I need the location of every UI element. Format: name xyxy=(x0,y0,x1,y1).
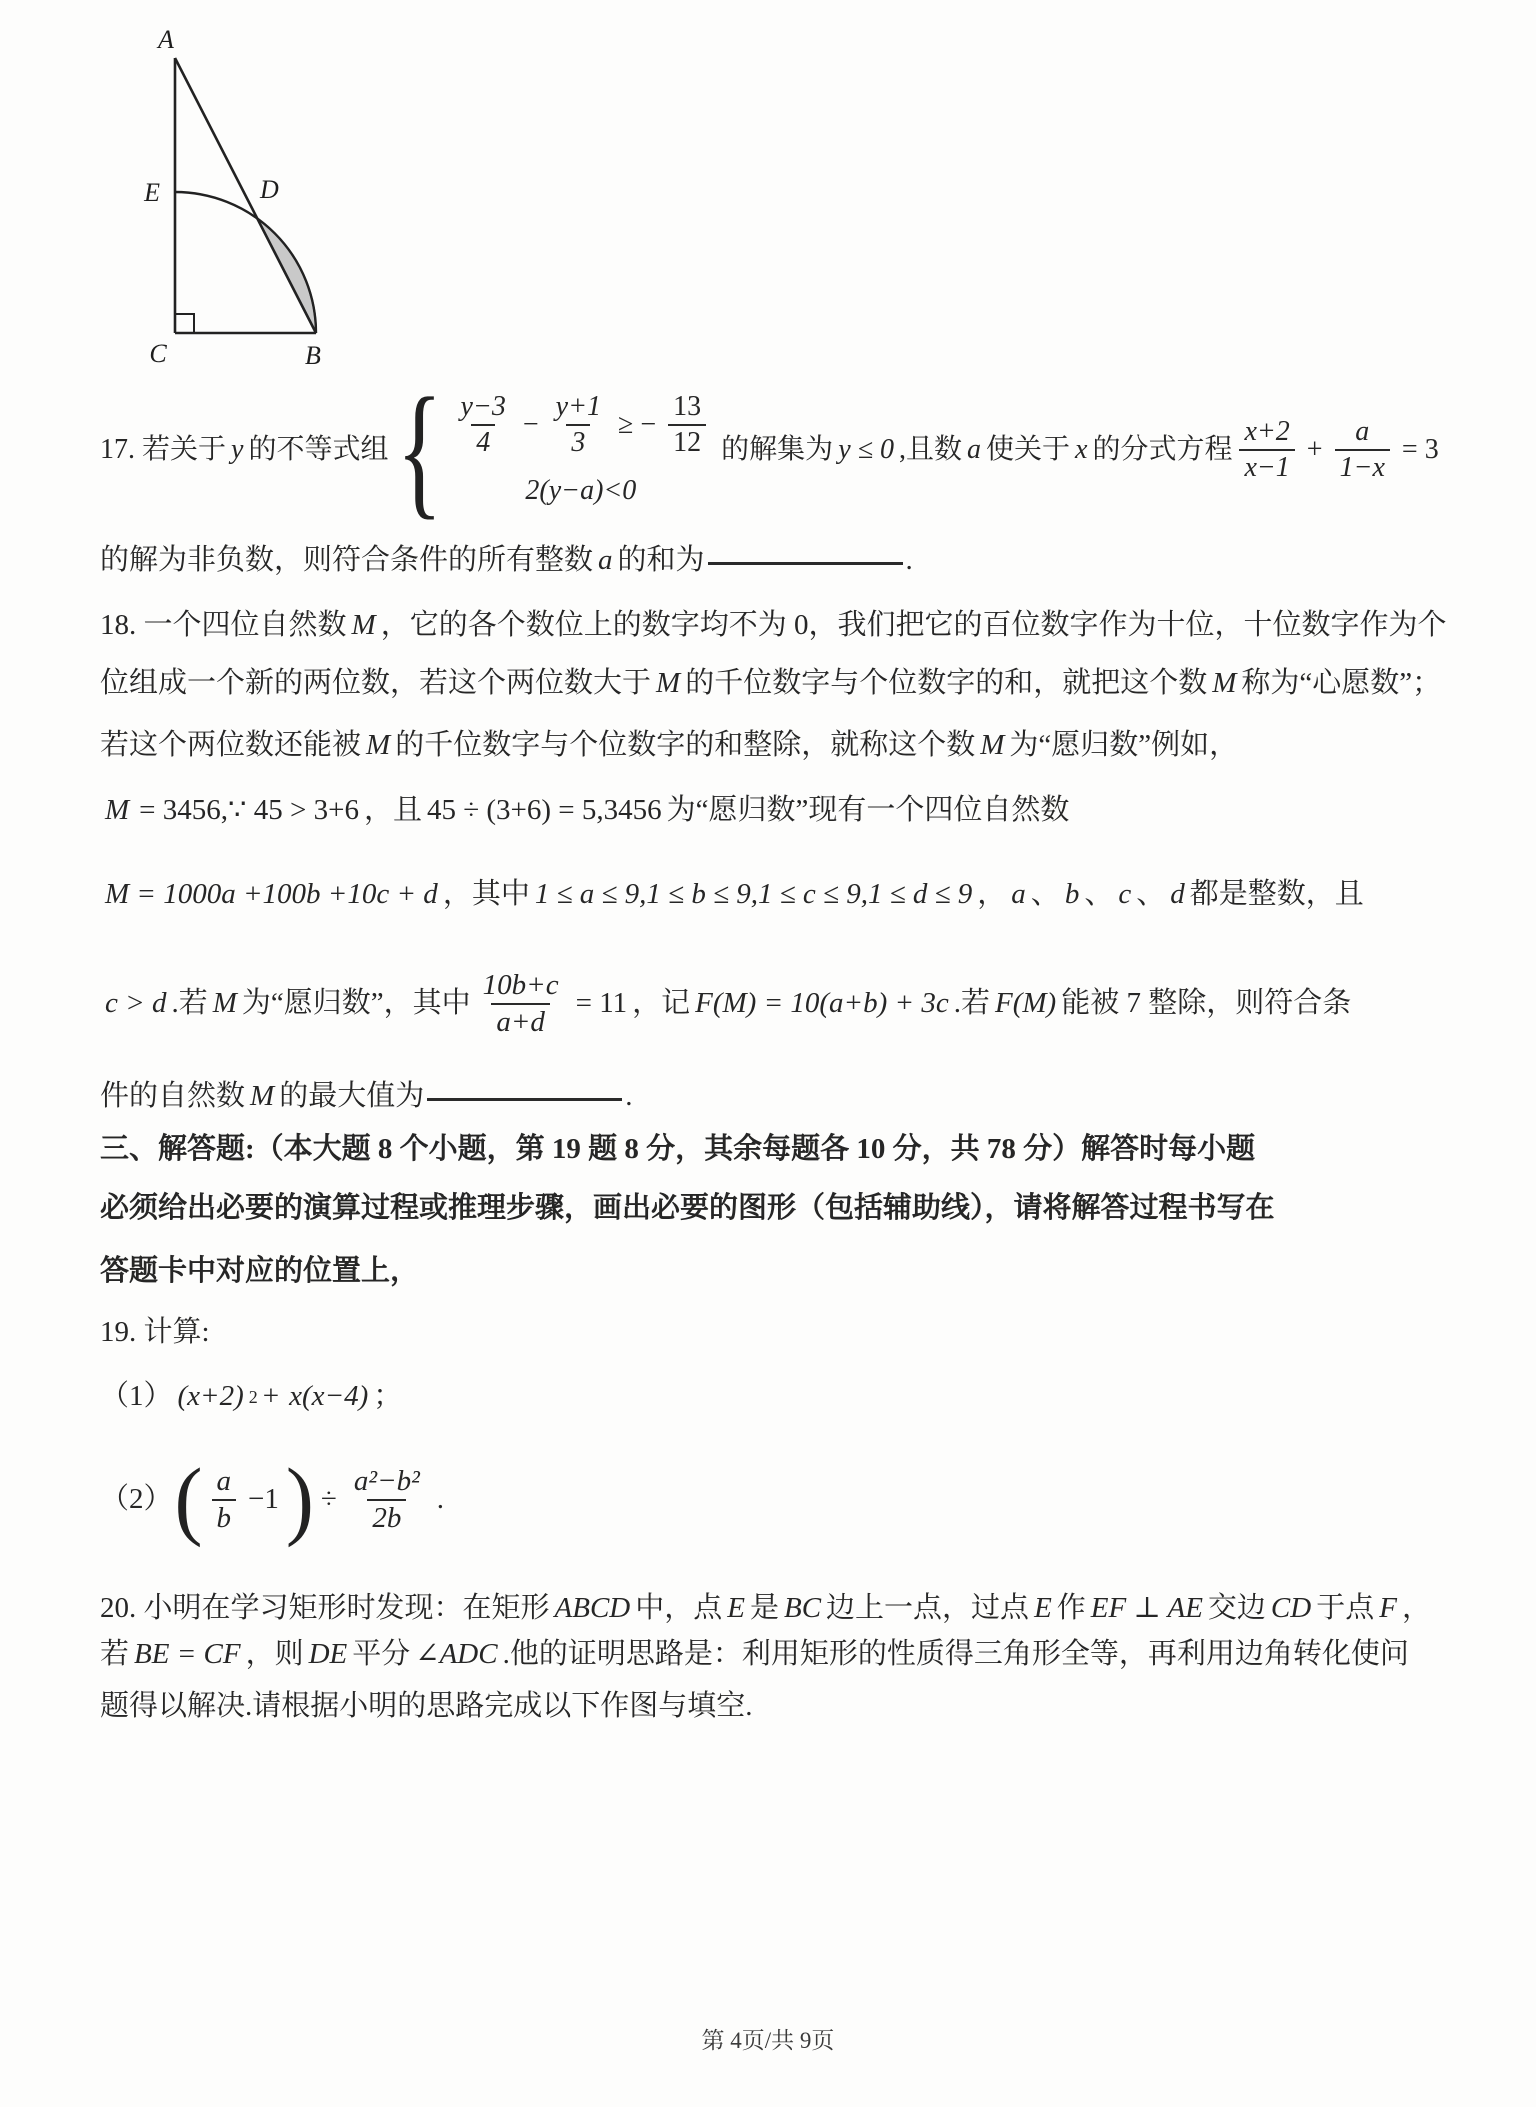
math-run: ≥ − xyxy=(618,409,657,441)
text-run: 的千位数字与个位数字的和，就把这个数 xyxy=(685,667,1208,700)
math-run: 1 ≤ a ≤ 9,1 ≤ b ≤ 9,1 ≤ c ≤ 9,1 ≤ d ≤ 9 xyxy=(534,878,973,911)
fraction-numerator: x+2 xyxy=(1244,415,1290,447)
math-run: M xyxy=(366,729,391,762)
q19-part-2: （2） ( $\frac{a}{b}$ −1 ) ÷ $\frac{\text{a²−b²}}{2b}$ . xyxy=(100,1450,445,1549)
math-run: c > d xyxy=(105,987,167,1020)
math-run: a xyxy=(1011,878,1026,911)
text-run: 是 xyxy=(749,1592,779,1625)
math-run: c xyxy=(1118,878,1132,911)
fraction-numerator: a xyxy=(216,1464,232,1497)
fraction-denominator: 12 xyxy=(668,424,706,460)
math-run: ABCD xyxy=(554,1592,631,1625)
math-run: a xyxy=(598,544,613,577)
math-run: = 3 xyxy=(1401,434,1439,466)
math-run: (x+2) xyxy=(177,1380,244,1413)
text-run: ， xyxy=(977,878,1007,911)
text-run: 为“愿归数”，其中 xyxy=(241,987,471,1020)
math-run: x(x−4) xyxy=(289,1380,369,1413)
system-rows xyxy=(449,390,714,510)
text-run: 中，点 xyxy=(635,1592,723,1625)
q18-line-7 xyxy=(100,1076,1448,1118)
q17-line-2 xyxy=(100,540,1448,582)
math-run: BE = CF xyxy=(134,1638,241,1671)
math-run: F(M) = 10(a+b) + 3c xyxy=(695,987,949,1020)
text-run: .他的证明思路是：利用矩形的性质得三角形全等，再利用边角转化使问 xyxy=(502,1638,1409,1671)
text-run: 必须给出必要的演算过程或推理步骤，画出必要的图形（包括辅助线），请将解答过程书写在 xyxy=(100,1192,1275,1225)
fraction xyxy=(478,968,564,1041)
text-run: 18. 一个四位自然数 xyxy=(100,609,347,642)
text-run: 答题卡中对应的位置上， xyxy=(100,1255,420,1288)
text-run: 题得以解决.请根据小明的思路完成以下作图与填空. xyxy=(100,1690,753,1723)
math-run: EF ⊥ AE xyxy=(1090,1592,1203,1625)
text-run: . xyxy=(905,544,913,577)
math-run: − xyxy=(522,409,539,441)
math-run: M xyxy=(105,794,130,827)
math-run: −1 xyxy=(248,1483,279,1516)
math-run: E xyxy=(727,1592,745,1625)
math-run: x xyxy=(1075,434,1088,466)
math-run: M xyxy=(656,667,681,700)
blank-underline xyxy=(427,1094,622,1101)
text-run: 的解为非负数，则符合条件的所有整数 xyxy=(100,544,594,577)
math-run: DE xyxy=(308,1638,348,1671)
q18-line-2 xyxy=(100,663,1448,705)
fraction-numerator: y+1 xyxy=(555,390,601,422)
text-run: 19. 计算: xyxy=(100,1316,210,1349)
triangle-figure-svg xyxy=(88,28,348,373)
fraction-denominator: x−1 xyxy=(1239,449,1294,485)
fraction xyxy=(668,390,706,460)
fraction xyxy=(1239,415,1294,485)
page-number: 第 4页/共 9页 xyxy=(701,2028,835,2053)
q18-line-1 xyxy=(100,605,1448,647)
math-run: b xyxy=(1064,878,1080,911)
math-run: F xyxy=(1379,1592,1397,1625)
text-run: 于点 xyxy=(1316,1592,1375,1625)
text-run: 三、解答题:（本大题 8 个小题，第 19 题 8 分，其余每题各 10 分，共 78 分）解答时每小题 xyxy=(100,1133,1256,1166)
fraction-numerator: a²−b² xyxy=(353,1464,420,1497)
fraction xyxy=(456,390,511,460)
fraction-denominator: b xyxy=(212,1499,237,1536)
text-run: （1） xyxy=(100,1380,173,1413)
text-run: 位组成一个新的两位数，若这个两位数大于 xyxy=(100,667,652,700)
q20-line-3 xyxy=(100,1686,1448,1728)
math-run: M xyxy=(1212,667,1237,700)
label-C: C xyxy=(149,339,167,368)
q18-line-5 xyxy=(100,872,1448,918)
section3-header-line-1 xyxy=(100,1128,1448,1172)
text-run: ,且数 xyxy=(898,434,962,466)
q17-line-1 xyxy=(100,358,1448,542)
fraction-numerator: 13 xyxy=(673,390,702,422)
q18-line-6 xyxy=(100,958,1448,1050)
math-run: ÷ xyxy=(320,1483,337,1516)
text-run: ，则 xyxy=(245,1638,304,1671)
text-run: 的和为 xyxy=(617,544,705,577)
fraction-numerator: a xyxy=(1355,415,1370,447)
math-run: BC xyxy=(783,1592,822,1625)
math-run: a xyxy=(967,434,981,466)
system-brace: { xyxy=(396,366,443,533)
section3-header-line-3 xyxy=(100,1250,1448,1294)
text-run: 的分式方程 xyxy=(1092,434,1233,466)
q20-line-2 xyxy=(100,1634,1448,1676)
math-run: F(M) xyxy=(995,987,1057,1020)
math-run: + xyxy=(1306,434,1323,466)
fraction-denominator: 2b xyxy=(367,1499,406,1536)
math-run: M xyxy=(351,609,376,642)
text-run: 、 xyxy=(1030,878,1060,911)
math-run: 45 ÷ (3+6) = 5,3456 xyxy=(426,794,662,827)
text-run: 20. 小明在学习矩形时发现：在矩形 xyxy=(100,1592,550,1625)
fraction-denominator: 3 xyxy=(566,424,590,460)
math-run: M xyxy=(212,987,237,1020)
text-run: 交边 xyxy=(1207,1592,1266,1625)
text-run: .若 xyxy=(171,987,208,1020)
math-run: . xyxy=(436,1483,445,1516)
text-run: 的千位数字与个位数字的和整除，就称这个数 xyxy=(395,729,976,762)
text-run: . xyxy=(625,1080,633,1113)
q19-part-1: （1） (x+2) 2 + x(x−4) ； xyxy=(100,1370,1448,1424)
system-row xyxy=(449,390,714,460)
blank-underline xyxy=(708,558,903,565)
fraction-denominator: a+d xyxy=(491,1003,550,1040)
fraction-numerator: y−3 xyxy=(460,390,506,422)
text-run: 称为“心愿数”； xyxy=(1241,667,1442,700)
inequality-system xyxy=(396,366,713,533)
text-run: 、 xyxy=(1136,878,1166,911)
label-A: A xyxy=(158,28,174,54)
text-run: （2） xyxy=(100,1483,173,1516)
system-row xyxy=(520,472,641,510)
math-run: = 11 xyxy=(575,987,628,1020)
fraction xyxy=(1335,415,1390,485)
text-run: 使关于 xyxy=(986,434,1071,466)
math-run: M xyxy=(980,729,1005,762)
q18-line-3 xyxy=(100,725,1448,767)
label-B: B xyxy=(305,341,321,370)
text-run: ，且 xyxy=(363,794,422,827)
math-run: CD xyxy=(1270,1592,1312,1625)
text-run: 平分 xyxy=(352,1638,411,1671)
text-run: 件的自然数 xyxy=(100,1080,246,1113)
text-run: 都是整数，且 xyxy=(1189,878,1364,911)
fraction xyxy=(349,1464,425,1537)
fraction-denominator: 4 xyxy=(471,424,495,460)
text-run: ， xyxy=(1401,1592,1431,1625)
math-run: d xyxy=(1170,878,1185,911)
text-run: 的不等式组 xyxy=(248,434,389,466)
math-run: 2(y−a)<0 xyxy=(525,475,637,507)
math-run: = 3456,∵ 45 > 3+6 xyxy=(139,794,359,827)
text-run: 作 xyxy=(1056,1592,1086,1625)
text-run: 的最大值为 xyxy=(279,1080,425,1113)
text-run: 的解集为 xyxy=(721,434,834,466)
section3-header-line-2 xyxy=(100,1187,1448,1231)
fraction xyxy=(551,390,606,460)
q18-line-4 xyxy=(100,788,1448,834)
triangle-figure xyxy=(88,28,348,373)
right-angle-mark xyxy=(175,314,194,333)
fraction-numerator: 10b+c xyxy=(482,968,559,1001)
text-run: ，其中 xyxy=(442,878,530,911)
math-run: M = 1000a +100b +10c + d xyxy=(105,878,438,911)
text-run: 能被 7 整除，则符合条 xyxy=(1061,987,1352,1020)
label-D: D xyxy=(260,175,279,204)
text-run: ，它的各个数位上的数字均不为 0，我们把它的百位数字作为十位，十位数字作为个 xyxy=(380,609,1447,642)
fraction xyxy=(212,1464,237,1537)
text-run: 边上一点，过点 xyxy=(826,1592,1030,1625)
math-run: y ≤ 0 xyxy=(838,434,894,466)
math-run: M xyxy=(250,1080,275,1113)
text-run: 若 xyxy=(100,1638,130,1671)
fraction-denominator: 1−x xyxy=(1335,449,1390,485)
text-run: .若 xyxy=(953,987,990,1020)
q20-line-1 xyxy=(100,1588,1448,1630)
text-run: 若这个两位数还能被 xyxy=(100,729,362,762)
side-AB xyxy=(175,58,316,333)
math-run: + xyxy=(262,1380,280,1413)
q19-title xyxy=(100,1312,1448,1354)
text-run: ； xyxy=(373,1380,403,1413)
text-run: ，记 xyxy=(632,987,691,1020)
math-run: E xyxy=(1034,1592,1052,1625)
text-run: 为“愿归数”例如， xyxy=(1009,729,1239,762)
math-run: y xyxy=(231,434,244,466)
text-run: 为“愿归数”现有一个四位自然数 xyxy=(666,794,1070,827)
text-run: 17. 若关于 xyxy=(100,434,227,466)
text-run: 、 xyxy=(1084,878,1114,911)
math-run: ∠ADC xyxy=(415,1638,498,1671)
label-E: E xyxy=(144,178,160,207)
